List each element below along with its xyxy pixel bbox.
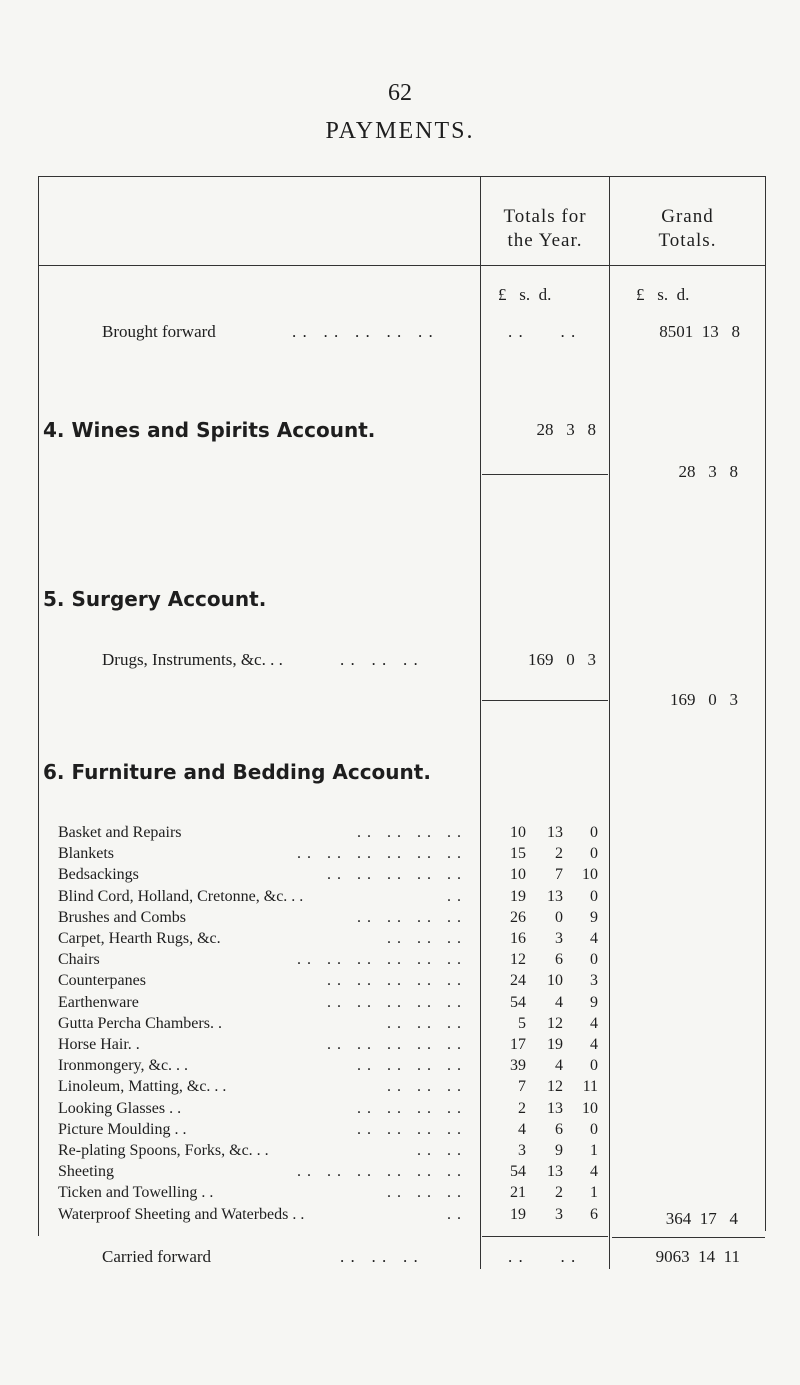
furniture-item-pence: 0	[590, 951, 598, 968]
furniture-item-pounds: 54	[510, 1163, 526, 1180]
surgery-subtotal-rule	[482, 700, 608, 701]
brought-forward-label: Brought forward	[102, 322, 216, 341]
furniture-item-dots: . . . . . . . .	[357, 1100, 462, 1117]
furniture-item-label: Bedsackings	[58, 866, 139, 883]
furniture-item-label: Sheeting	[58, 1163, 114, 1180]
furniture-item-label: Carpet, Hearth Rugs, &c.	[58, 930, 221, 947]
furniture-item-shillings: 12	[547, 1015, 563, 1032]
furniture-item-label: Counterpanes	[58, 972, 146, 989]
furniture-item-dots: . . . .	[417, 1142, 462, 1159]
furniture-item-pounds: 19	[510, 1206, 526, 1223]
header-bottom-rule	[38, 265, 766, 266]
surgery-item-label: Drugs, Instruments, &c. . .	[102, 650, 283, 669]
furniture-item-pounds: 19	[510, 888, 526, 905]
furniture-item-shillings: 6	[555, 1121, 563, 1138]
furniture-item-pounds: 16	[510, 930, 526, 947]
furniture-item-dots: . . . . . .	[387, 1078, 462, 1095]
furniture-item-pounds: 24	[510, 972, 526, 989]
furniture-item-shillings: 4	[555, 1057, 563, 1074]
furniture-item-pounds: 4	[518, 1121, 526, 1138]
furniture-item-pounds: 15	[510, 845, 526, 862]
furniture-item-dots: . . . . . . . . . . . .	[297, 845, 462, 862]
furniture-item-dots: . . . . . . . .	[357, 1057, 462, 1074]
surgery-year-total: 169 0 3	[528, 650, 596, 669]
table-right-border	[765, 176, 766, 1231]
furniture-section-heading: 6. Furniture and Bedding Account.	[43, 760, 431, 784]
furniture-item-shillings: 19	[547, 1036, 563, 1053]
furniture-item-pence: 10	[582, 866, 598, 883]
grand-header-line1: Grand	[661, 206, 714, 227]
furniture-item-shillings: 12	[547, 1078, 563, 1095]
furniture-item-shillings: 3	[555, 930, 563, 947]
furniture-item-shillings: 9	[555, 1142, 563, 1159]
furniture-item-pence: 4	[590, 1036, 598, 1053]
furniture-item-shillings: 0	[555, 909, 563, 926]
furniture-item-pence: 1	[590, 1142, 598, 1159]
furniture-item-label: Blankets	[58, 845, 114, 862]
wines-section-heading: 4. Wines and Spirits Account.	[43, 418, 376, 442]
furniture-item-pence: 0	[590, 824, 598, 841]
furniture-item-dots: . .	[447, 1206, 462, 1223]
furniture-item-shillings: 6	[555, 951, 563, 968]
furniture-item-pence: 3	[590, 972, 598, 989]
furniture-item-shillings: 13	[547, 1163, 563, 1180]
furniture-item-shillings: 2	[555, 845, 563, 862]
brought-forward-dots: . . . . . . . . . .	[292, 322, 434, 341]
furniture-item-label: Picture Moulding . .	[58, 1121, 187, 1138]
furniture-grand-total: 364 17 4	[665, 1209, 738, 1228]
furniture-item-label: Chairs	[58, 951, 100, 968]
furniture-item-shillings: 13	[547, 888, 563, 905]
furniture-item-pence: 9	[590, 994, 598, 1011]
furniture-item-pence: 0	[590, 888, 598, 905]
furniture-item-pounds: 3	[518, 1142, 526, 1159]
furniture-item-pence: 0	[590, 845, 598, 862]
furniture-item-dots: . . . . . . . . . . . .	[297, 951, 462, 968]
furniture-item-label: Blind Cord, Holland, Cretonne, &c. . .	[58, 888, 304, 905]
furniture-item-pounds: 12	[510, 951, 526, 968]
year-column-header	[481, 205, 609, 253]
carried-forward-grand-total: 9063 14 11	[655, 1247, 740, 1266]
furniture-item-label: Earthenware	[58, 994, 139, 1011]
grand-column-header	[610, 205, 765, 253]
furniture-item-dots: . . . . . . . . . .	[327, 972, 462, 989]
furniture-item-pence: 4	[590, 1163, 598, 1180]
page-number: 62	[388, 80, 412, 106]
furniture-item-shillings: 13	[547, 1100, 563, 1117]
furniture-item-pounds: 39	[510, 1057, 526, 1074]
furniture-item-label: Brushes and Combs	[58, 909, 186, 926]
furniture-item-label: Linoleum, Matting, &c. . .	[58, 1078, 227, 1095]
furniture-item-pence: 1	[590, 1184, 598, 1201]
furniture-item-dots: . . . . . . . .	[357, 1121, 462, 1138]
furniture-item-label: Waterproof Sheeting and Waterbeds . .	[58, 1206, 305, 1223]
furniture-item-pence: 0	[590, 1057, 598, 1074]
table-top-rule	[38, 176, 766, 177]
furniture-item-pence: 4	[590, 1015, 598, 1032]
furniture-item-pounds: 2	[518, 1100, 526, 1117]
furniture-item-shillings: 3	[555, 1206, 563, 1223]
furniture-item-shillings: 10	[547, 972, 563, 989]
furniture-item-dots: . . . . . . . . . . . .	[297, 1163, 462, 1180]
furniture-item-pounds: 54	[510, 994, 526, 1011]
furniture-item-pence: 10	[582, 1100, 598, 1117]
furniture-item-shillings: 7	[555, 866, 563, 883]
grand-units-row: £ s. d.	[636, 285, 690, 304]
furniture-item-dots: . . . . . . . .	[357, 824, 462, 841]
furniture-item-dots: . . . . . . . . . .	[327, 1036, 462, 1053]
carried-forward-dots: . . . . . .	[340, 1247, 419, 1266]
surgery-grand-total: 169 0 3	[670, 690, 738, 709]
furniture-item-pence: 0	[590, 1121, 598, 1138]
furniture-item-label: Horse Hair. .	[58, 1036, 140, 1053]
furniture-item-pounds: 17	[510, 1036, 526, 1053]
carried-forward-label: Carried forward	[102, 1247, 212, 1266]
year-units-row: £ s. d.	[498, 285, 552, 304]
furniture-item-pence: 9	[590, 909, 598, 926]
surgery-section-heading: 5. Surgery Account.	[43, 587, 267, 611]
furniture-item-label: Ironmongery, &c. . .	[58, 1057, 189, 1074]
furniture-item-dots: . . . . . .	[387, 1015, 462, 1032]
page-title: PAYMENTS.	[325, 118, 475, 144]
furniture-item-pounds: 10	[510, 866, 526, 883]
furniture-item-pounds: 10	[510, 824, 526, 841]
furniture-item-label: Basket and Repairs	[58, 824, 182, 841]
furniture-item-pounds: 7	[518, 1078, 526, 1095]
furniture-item-label: Looking Glasses . .	[58, 1100, 182, 1117]
wines-grand-total: 28 3 8	[678, 462, 738, 481]
furniture-item-pence: 4	[590, 930, 598, 947]
carried-forward-year-dots: . . . .	[508, 1247, 577, 1266]
brought-forward-year-dots: . . . .	[508, 322, 577, 341]
furniture-item-shillings: 13	[547, 824, 563, 841]
furniture-item-pence: 6	[590, 1206, 598, 1223]
furniture-item-dots: . .	[447, 888, 462, 905]
wines-subtotal-rule	[482, 474, 608, 475]
furniture-item-pounds: 26	[510, 909, 526, 926]
furniture-item-label: Gutta Percha Chambers. .	[58, 1015, 222, 1032]
year-header-line2: the Year.	[507, 230, 583, 251]
surgery-item-dots: . . . . . .	[340, 650, 419, 669]
furniture-item-label: Re-plating Spoons, Forks, &c. . .	[58, 1142, 269, 1159]
wines-year-total: 28 3 8	[536, 420, 596, 439]
furniture-item-shillings: 2	[555, 1184, 563, 1201]
furniture-subtotal-rule	[482, 1236, 608, 1237]
furniture-item-label: Ticken and Towelling . .	[58, 1184, 214, 1201]
furniture-item-pounds: 5	[518, 1015, 526, 1032]
grand-header-line2: Totals.	[658, 230, 717, 251]
grand-total-rule	[612, 1237, 765, 1238]
table-left-border	[38, 176, 39, 1236]
furniture-item-dots: . . . . . .	[387, 930, 462, 947]
year-header-line1: Totals for	[503, 206, 587, 227]
furniture-item-pounds: 21	[510, 1184, 526, 1201]
brought-forward-grand-total: 8501 13 8	[659, 322, 740, 341]
furniture-item-dots: . . . . . . . . . .	[327, 866, 462, 883]
furniture-item-dots: . . . . . . . . . .	[327, 994, 462, 1011]
furniture-item-dots: . . . . . . . .	[357, 909, 462, 926]
furniture-item-shillings: 4	[555, 994, 563, 1011]
furniture-item-dots: . . . . . .	[387, 1184, 462, 1201]
furniture-item-pence: 11	[582, 1078, 598, 1095]
